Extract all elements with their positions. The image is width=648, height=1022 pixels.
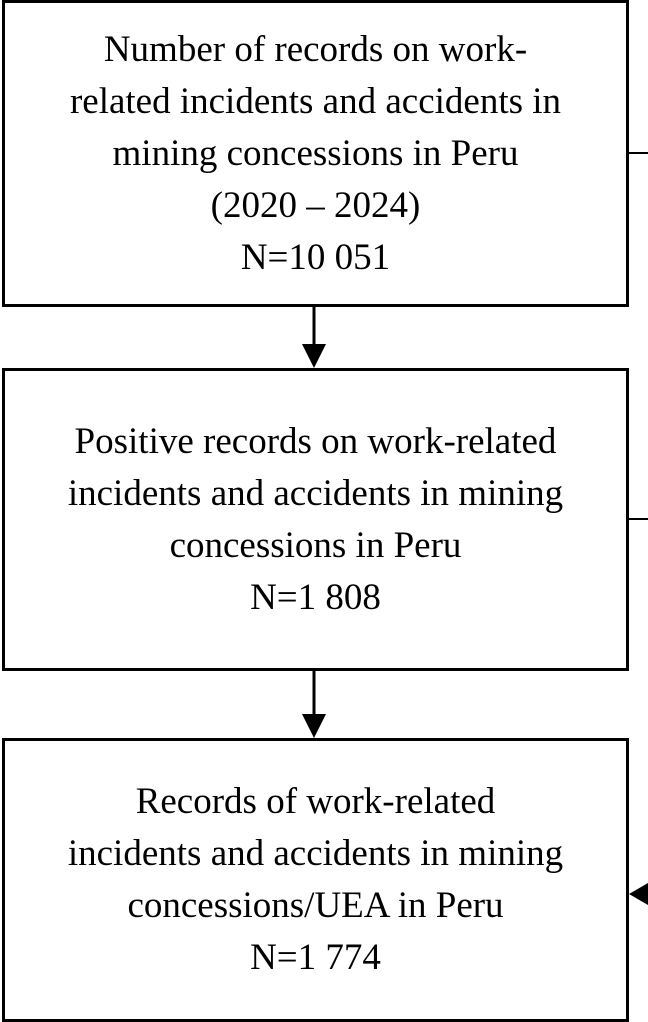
- box-text-line: Positive records on work-related: [74, 420, 557, 462]
- box-text-line: Records of work-related: [135, 781, 496, 822]
- box-text-line: Number of records on work-: [103, 28, 528, 70]
- box-text-line: concessions/UEA in Peru: [127, 885, 504, 926]
- box-text-line: mining concessions in Peru: [112, 132, 519, 174]
- side-arrow-head: [629, 883, 648, 905]
- box-count: N=1 774: [250, 937, 381, 978]
- box-text-line: incidents and accidents in mining: [67, 472, 564, 514]
- box-count: N=1 808: [250, 576, 381, 618]
- flow-box-total-records: [2, 0, 629, 307]
- arrow-head-1: [302, 344, 326, 368]
- box-text-line: (2020 – 2024): [210, 184, 421, 226]
- box-count: N=10 051: [240, 236, 391, 278]
- flow-box-final-records: [2, 738, 629, 1022]
- box-text-line: concessions in Peru: [169, 524, 462, 566]
- box-text-line: related incidents and accidents in: [69, 80, 562, 122]
- box-text-line: incidents and accidents in mining: [67, 833, 564, 874]
- flow-box-positive-records: [2, 368, 629, 671]
- arrow-head-2: [302, 714, 326, 738]
